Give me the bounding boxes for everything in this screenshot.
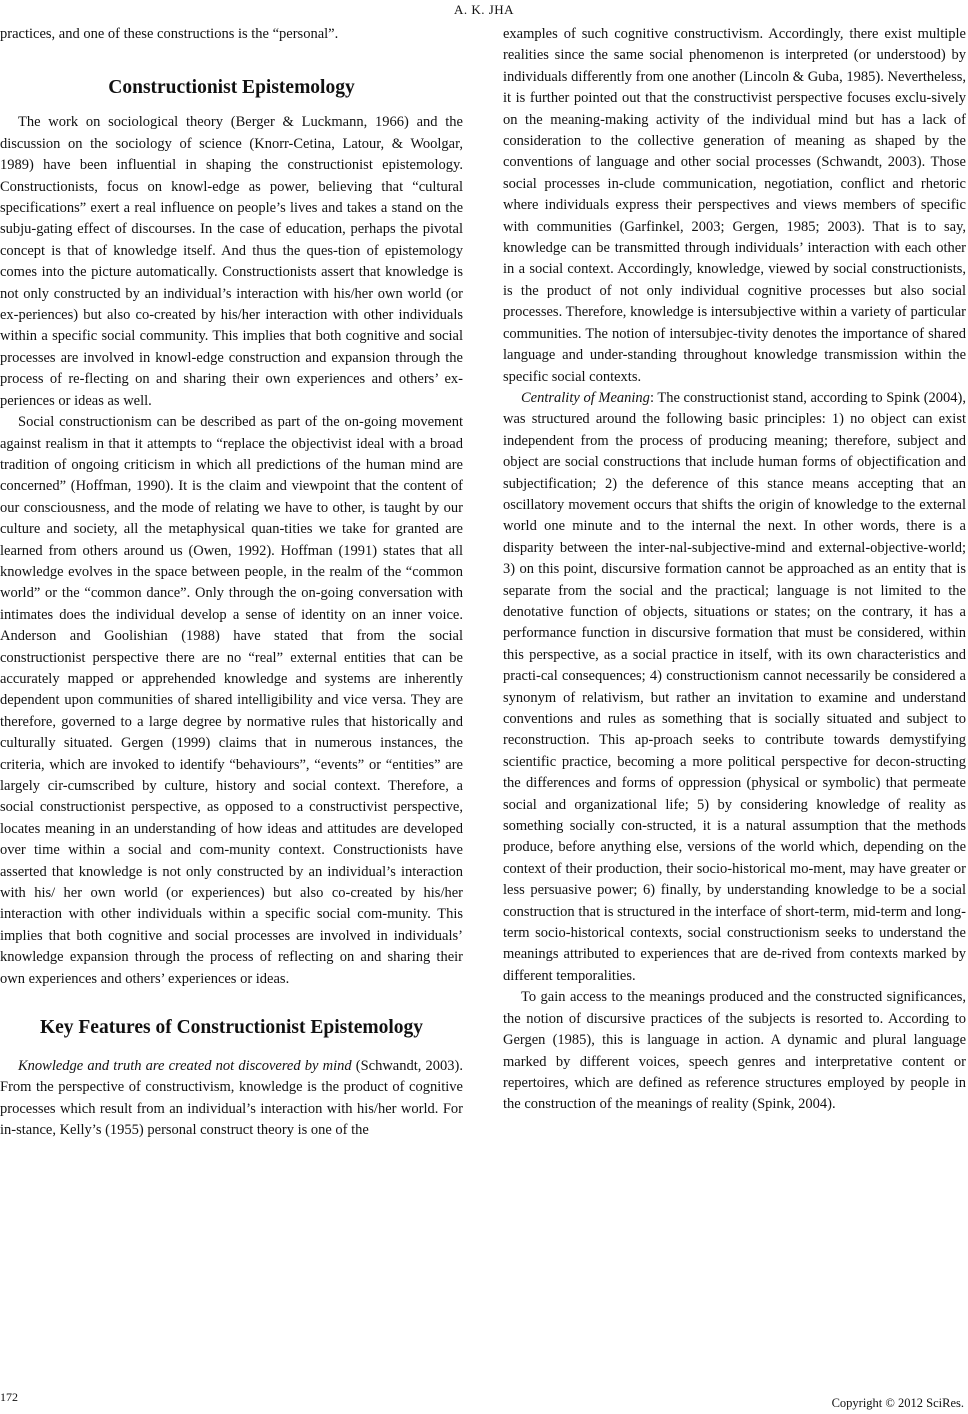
section-heading: Key Features of Constructionist Epistemology [39,1017,424,1039]
paragraph: practices, and one of these constructions is the “personal”. [0,26,339,42]
italic-lead: Knowledge and truth are created not discovered by mind [18,1058,352,1075]
right-column [503,24,966,1116]
paragraph [0,1056,463,1142]
left-column [0,24,463,1142]
paragraph: Social constructionism can be described as part of the on-going movement against realism in that it attempts to “replace the objectivist ideal with a broad tradition of ongoing criticism in which all predictions of the human mind are concerned” (Hoffman, 1990). It is the claim and viewpoint that the content of our consciousness, and the mode of relating we have to other, is taught by our culture and society, all the metaphysical quan-tities we take for granted are learned from others around us (Owen, 1992). Hoffman (1991) states that all knowledge evolves in the space between people, in the realm of the “common world” or the “common dance”. Only through the on-going conversation with intimates does the individual develop a sense of identity on an inner voice. Anderson and Goolishian (1988) have stated that from the social constructionist perspective there are no “real” external entities that can be accurately mapped or apprehended knowledge and systems are inherently dependent upon communities of shared intelligibility and vice versa. They are therefore, governed to a large degree by normative rules that historically and culturally situated. Gergen (1999) claims that in numerous instances, the criteria, which are invoked to identify “behaviours”, “events” or “entities” are largely cir-cumscribed by culture, history and social context. Therefore, a social constructionist perspective, as opposed to a constructivist perspective, locates meaning in an understanding of how ideas and attitudes are developed over time within a social and com-munity context. Constructionists have asserted that knowledge is not only constructed by an individual’s interaction with his/ her own world (or experiences) but also co-created by his/her interaction with other individuals within a specific social com-munity. This implies that both cognitive and social processes are involved in individuals’ knowledge expansion through the process of reflecting on and sharing their own experiences and others’ experiences or ideas. [0,414,463,987]
paragraph: To gain access to the meanings produced and the constructed significances, the notion of discursive practices of the subjects is resorted to. According to Gergen (1985), this is language in action. A dynamic and plural language marked by different voices, speech genres and interpretative content or repertoires, which are defined as reference structures employed by people in the construction of the meanings of reality (Spink, 2004). [503,989,966,1113]
paragraph: The work on sociological theory (Berger & Luckmann, 1966) and the discussion on the sociology of science (Knorr-Cetina, Latour, & Woolgar, 1989) have been influential in shaping the constructionist epistemology. Constructionists, focus on knowl-edge as power, believing that “cultural specifications” exert a real influence on people’s lives and takes a stand on the subju-gating effect of discourses. In the case of education, perhaps the pivotal concept is that of knowledge itself. And thus the ques-tion of epistemology comes into the picture automatically. Constructionists assert that knowledge is not only constructed by an individual’s interaction with his/her own world (or ex-periences) but also co-created by his/her interaction with other individuals within a specific social community. This implies that both cognitive and social processes are involved in knowl-edge construction and expansion through the process of re-flecting on and sharing their own experiences and others’ ex-periences or ideas as well. [0,114,463,409]
page-number: 172 [0,1390,18,1404]
section-heading: Constructionist Epistemology [108,77,355,99]
copyright-notice: Copyright © 2012 SciRes. [831,1396,964,1410]
paragraph [503,388,966,987]
italic-lead: Centrality of Meaning [521,389,650,406]
paragraph: examples of such cognitive constructivism. Accordingly, there exist multiple realities since the same social phenomenon is interpreted (or understood) by individuals differently from one another (Lincoln & Guba, 1985). Nevertheless, it is further pointed out that the constructivist perspective focuses exclu-sively on the meaning-making activity of the individual mind but has a lack of consideration to the collective generation of meaning as shaped by the conventions of language and other social processes (Schwandt, 2003). Those social processes in-clude communication, negotiation, conflict and rhetoric where individuals express their perspectives and views members of specific with communities (Garfinkel, 2003; Gergen, 1985; 2003). That is to say, knowledge can be transmitted through individuals’ interaction with each other in a social context. Accordingly, knowledge, viewed by social constructionists, is the product of not only individual cognitive processes but also social processes. Therefore, knowledge is intersubjective within a variety of particular communities. The notion of intersubjec-tivity denotes the importance of shared language and under-standing throughout knowledge transmission within the specific social contexts. [503,26,966,385]
paragraph-text: (Schwandt, 2003). From the perspective of constructivism, knowledge is the product of cognitive processes which result from an individual’s interaction with his/her world. For in-stance, Kelly’s (1955) personal construct theory is one of the [0,1058,463,1139]
paragraph-text: : The constructionist stand, according to Spink (2004), was structured around the following basic principles: 1) no object can exist independent from the process of producing meaning; therefore, subject and object are social constructions that include human forms of objectification and subjectification; 2) the deference of this stance means accepting that an oscillatory movement occurs that shifts the origin of knowledge to the external world one minute and to the internal the next. In other words, there is a disparity between the inter-nal-subjective-mind and external-objective-world; 3) on this point, discursive formation cannot be approached as an entity that is separate from the social and the practical; language is not limited to the denotative function of objects, situations or states; on the contrary, it has a performance function in discursive formation that must be considered, within this perspective, as a social practice in itself, with its own characteristics and practi-cal consequences; 4) constructionism cannot necessarily be considered a synonym of relativism, but rather an invitation to examine and understand conventions and rules as something that is socially situated and subject to reconstruction. This ap-proach seeks to contribute towards demystifying scientific practice, becoming a more political perspective for decon-structing the differences and forms of oppression (physical or symbolic) that permeate social and organizational life; 5) by considering knowledge of reality as something socially con-structed, it is a natural assumption that the methods produce, before anything else, versions of the world which, depending on the context of their production, their socio-historical mo-ment, may have greater or less persuasive power; 6) finally, by understanding knowledge to be a social construction that is structured in the interface of short-term, mid-term and long-term socio-historical contexts, social constructionism seeks to understand the meanings attributed to experiences that are de-rived from contexts marked by different temporalities. [503,389,966,984]
running-head: A. K. JHA [453,2,515,17]
